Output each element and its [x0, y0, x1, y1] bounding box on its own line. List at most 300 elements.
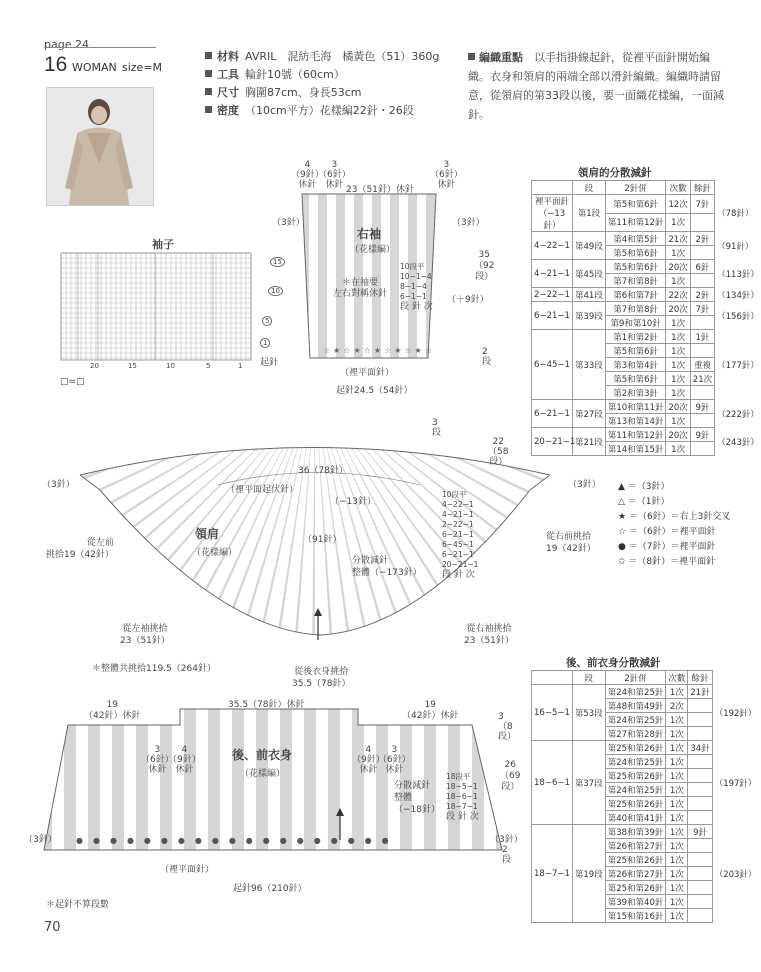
- table-cell: 16−5−1: [532, 685, 573, 741]
- table-cell: 1次: [666, 386, 690, 400]
- yoke-table: [531, 180, 761, 456]
- table-cell: 第11和第12針: [605, 428, 666, 442]
- yoke-dec-list: 10段平 4−22−1 4−21−1 2−22−1 6−21−1 6−45−1 6−21−1 20−21−1 段 針 次: [442, 490, 479, 580]
- table-cell: 第24和第25針: [605, 783, 666, 797]
- table-cell: 第40和第41針: [605, 811, 666, 825]
- sleeve-row-5: 5: [262, 316, 272, 326]
- table-cell: 重複: [690, 358, 714, 372]
- table-cell: 1次: [666, 685, 688, 699]
- table-cell: 1次: [666, 246, 690, 260]
- table-cell: 第1段: [573, 195, 606, 232]
- stripe: [280, 705, 292, 855]
- stripe: [363, 190, 372, 360]
- table-cell: [688, 811, 712, 825]
- table-cell: 18−7−1: [532, 825, 573, 923]
- stripe: [316, 705, 328, 855]
- body-pattern: （花樣編）: [240, 769, 286, 779]
- body-mark-r2: 3 （6針） 休針: [378, 745, 411, 775]
- body-table: [531, 670, 758, 923]
- table-cell: 1次: [666, 853, 688, 867]
- stripe: [376, 705, 388, 855]
- table-cell: [688, 839, 712, 853]
- table-cell: [688, 713, 712, 727]
- table-cell: [688, 769, 712, 783]
- right-sleeve-cast-on: 起針24.5（54針）: [336, 386, 413, 396]
- table-cell: [688, 853, 712, 867]
- yoke-pick-front-right: 從右前挑拾 19（42針）: [546, 532, 596, 554]
- table-cell: 第5和第6針: [605, 344, 666, 358]
- table-cell: 第24和第25針: [605, 685, 666, 699]
- table-cell: 1次: [666, 414, 690, 428]
- table-cell: 第25和第26針: [605, 769, 666, 783]
- body-top-right: 19 （42針）休針: [402, 700, 459, 721]
- sleeve-col-1: 1: [238, 362, 243, 370]
- stripe: [336, 190, 345, 360]
- stripe: [340, 705, 352, 855]
- table-cell: 6針: [690, 260, 714, 274]
- symbol-legend: [618, 480, 730, 570]
- table-cell: [688, 881, 712, 895]
- table-cell: [688, 867, 712, 881]
- body-dec-table: 18段平 18−5−1 18−6−1 18−7−1 段 針 次: [446, 772, 479, 822]
- table-cell: 7針: [690, 302, 714, 316]
- table-row: [532, 195, 761, 214]
- stripe: [244, 705, 256, 855]
- legend-item: ● ＝（7針）＝裡平面針: [618, 542, 716, 552]
- yoke-pick-front-left: 從左前 挑拾19（42針）: [46, 538, 114, 560]
- table-cell: 第27段: [573, 400, 606, 428]
- table-cell: 1次: [666, 811, 688, 825]
- stripe: [100, 705, 112, 855]
- table-cell: （113針）: [717, 269, 759, 280]
- table-cell: 第5和第6針: [605, 260, 666, 274]
- table-header-cell: 段: [573, 181, 606, 195]
- table-cell: 第3和第4針: [605, 358, 666, 372]
- table-cell: 7針: [690, 195, 714, 214]
- table-cell: 第49段: [573, 232, 606, 260]
- table-cell: 4−21−1: [532, 260, 573, 288]
- table-cell: 1次: [666, 727, 688, 741]
- yoke-dist-dec: 分散減針 整體（−173針）: [352, 556, 422, 578]
- table-cell: [688, 755, 712, 769]
- yoke-inner-width: 36（78針）: [298, 466, 348, 476]
- right-sleeve-dec-note: ＊在袖要 左右對稱休針: [333, 278, 388, 299]
- table-row: [532, 302, 761, 316]
- legend-item: ★ ＝（6針）＝右上3針交叉: [618, 512, 731, 522]
- body-cast-on: 起針96（210針）: [233, 884, 307, 894]
- yoke-stripe: [311, 390, 315, 710]
- table-cell: [690, 344, 714, 358]
- table-cell: [688, 783, 712, 797]
- right-sleeve-right-side: （3針）: [452, 218, 485, 228]
- stripe: [124, 705, 136, 855]
- spec-tools: 工具 輪針10號（60cm）: [205, 66, 439, 84]
- table-cell: 1次: [666, 755, 688, 769]
- table-cell: 2針: [690, 232, 714, 246]
- table-cell: [690, 386, 714, 400]
- yoke-minus: （−13針）: [330, 497, 376, 507]
- table-header-cell: 段: [572, 671, 605, 685]
- stripe: [309, 190, 318, 360]
- table-cell: 1次: [666, 358, 690, 372]
- table-cell: 21次: [690, 372, 714, 386]
- table-cell: 第19段: [572, 825, 605, 923]
- table-row: [532, 825, 759, 839]
- table-cell: （177針）: [717, 360, 759, 371]
- table-cell: 第14和第15針: [605, 442, 666, 456]
- legend-item: ▲ ＝（3針）: [618, 482, 670, 492]
- table-row: [532, 685, 759, 699]
- table-cell: 1次: [666, 372, 690, 386]
- stripe: [196, 705, 208, 855]
- table-cell: 第24和第25針: [605, 755, 666, 769]
- table-cell: 1次: [666, 895, 688, 909]
- stripe: [318, 190, 327, 360]
- right-sleeve-title: 右袖: [357, 227, 382, 241]
- right-sleeve-pattern: （花樣編）: [350, 245, 396, 255]
- right-sleeve-bottom-rows: 2 段: [482, 347, 492, 367]
- table-cell: 第24和第25針: [605, 713, 666, 727]
- body-top-center: 35.5（78針）休針: [228, 700, 305, 710]
- table-cell: 21次: [666, 232, 690, 246]
- table-cell: 9針: [690, 400, 714, 414]
- body-height: 26 （69 段）: [500, 760, 521, 792]
- table-header-row: [532, 671, 759, 685]
- sleeve-col-10: 10: [166, 362, 175, 370]
- right-sleeve-top-width: 23（51針）休針: [346, 185, 414, 195]
- pattern-number: 16: [44, 53, 68, 76]
- table-cell: 第25和第26針: [605, 853, 666, 867]
- table-cell: [690, 414, 714, 428]
- stripe: [136, 705, 148, 855]
- stripe: [364, 705, 376, 855]
- stripe: [220, 705, 232, 855]
- table-cell: 第26和第27針: [605, 839, 666, 853]
- table-cell: [690, 246, 714, 260]
- table-cell: 1次: [666, 909, 688, 923]
- page-label: page 24: [44, 38, 89, 51]
- right-sleeve-top-mid: 3 （6針） 休針: [318, 160, 351, 190]
- table-cell: 1次: [666, 797, 688, 811]
- table-cell: 第7和第8針: [605, 302, 666, 316]
- table-cell: 第5和第6針: [605, 246, 666, 260]
- model-figure: [47, 88, 153, 205]
- sleeve-col-5: 5: [206, 362, 211, 370]
- yoke-right-end: （3針）: [568, 480, 601, 490]
- table-cell: [690, 316, 714, 330]
- right-sleeve-dec-table: 10段平 10−1−4 8−1−4 6−1−1 段 針 次: [400, 262, 433, 312]
- stripe: [292, 705, 304, 855]
- table-header-cell: 餘針: [690, 181, 714, 195]
- table-header-cell: [532, 671, 573, 685]
- right-sleeve-star-marks: ☆★☆★☆★☆★☆★☆: [323, 346, 435, 355]
- stripe: [390, 190, 399, 360]
- table-cell: 第48和第49針: [605, 699, 666, 713]
- table-header-cell: 餘針: [688, 671, 712, 685]
- table-cell: 第25和第26針: [605, 881, 666, 895]
- yoke-table-title: 領肩的分散減針: [578, 167, 652, 179]
- table-cell: [688, 727, 712, 741]
- spec-material: 材料 AVRIL 混紡毛海 橘黃色（51）360g: [205, 48, 439, 66]
- stripe: [256, 705, 268, 855]
- table-cell: 第41段: [573, 288, 606, 302]
- table-cell: [690, 442, 714, 456]
- yoke-right-rows: 3 段: [432, 418, 442, 438]
- stripe: [381, 190, 390, 360]
- yoke-pick-sleeve-left: 從左袖挑拾 23（51針）: [120, 624, 170, 646]
- table-cell: 1次: [666, 741, 688, 755]
- table-cell: 1次: [666, 783, 688, 797]
- body-right-end: （3針）: [490, 835, 523, 845]
- table-cell: [688, 895, 712, 909]
- table-cell: 1次: [666, 213, 690, 232]
- sleeve-col-15: 15: [128, 362, 137, 370]
- table-cell: 第15和第16針: [605, 909, 666, 923]
- table-cell: 18−6−1: [532, 741, 573, 825]
- body-table-title: 後、前衣身分散減針: [566, 657, 661, 669]
- table-cell: 20次: [666, 260, 690, 274]
- stripe: [184, 705, 196, 855]
- page-number: 70: [44, 920, 61, 935]
- table-cell: 1次: [666, 316, 690, 330]
- table-cell: 2次: [666, 699, 688, 713]
- table-cell: 第26和第27針: [605, 867, 666, 881]
- table-cell: （78針）: [717, 209, 754, 219]
- body-right-rows-bot: 2 段: [502, 845, 512, 865]
- table-cell: 第13和第14針: [605, 414, 666, 428]
- table-cell: 第38和第39針: [605, 825, 666, 839]
- spec-size: 尺寸 胸圍87cm、身長53cm: [205, 84, 439, 102]
- table-cell: 12次: [666, 195, 690, 214]
- table-cell: 第21段: [573, 428, 606, 456]
- table-row: [532, 330, 761, 344]
- stripe: [352, 705, 364, 855]
- table-cell: （192針）: [714, 708, 757, 719]
- body-top-left: 19 （42針）休針: [84, 700, 141, 721]
- table-cell: 第9和第10針: [605, 316, 666, 330]
- table-cell: （222針）: [717, 409, 759, 420]
- table-cell: 20次: [666, 302, 690, 316]
- table-cell: 6−45−1: [532, 330, 573, 400]
- pattern-size: size=M: [122, 61, 163, 74]
- table-cell: 第7和第8針: [605, 274, 666, 288]
- table-cell: [690, 213, 714, 232]
- yoke-pick-body: 從後衣身挑拾 35.5（78針）: [292, 667, 351, 689]
- stripe: [64, 705, 76, 855]
- yoke-right-depth: 22 （58 段）: [488, 437, 509, 467]
- sleeve-cast-on: 起針: [260, 358, 279, 368]
- specs-list: [205, 48, 439, 120]
- table-cell: 1次: [666, 825, 688, 839]
- table-row: [532, 288, 761, 302]
- right-sleeve-left-side: （3針）: [272, 218, 305, 228]
- table-cell: 9針: [690, 428, 714, 442]
- table-cell: 1次: [666, 274, 690, 288]
- yoke-stripe: [141, 390, 315, 660]
- table-cell: （243針）: [717, 437, 759, 448]
- yoke-top-label: （裡平面起伏針）: [226, 485, 299, 495]
- table-cell: [688, 797, 712, 811]
- body-right-rows-top: 3 （8 段）: [498, 712, 517, 742]
- table-cell: 1次: [666, 442, 690, 456]
- pattern-category: WOMAN: [72, 61, 117, 74]
- stripe: [160, 705, 172, 855]
- table-cell: 第37段: [572, 741, 605, 825]
- yoke-stripe: [8, 390, 315, 484]
- table-cell: 2針: [690, 288, 714, 302]
- body-mark-l2: 4 （9針） 休針: [168, 745, 201, 775]
- table-cell: 第45段: [573, 260, 606, 288]
- body-left-end: （3針）: [24, 835, 57, 845]
- table-cell: 4−22−1: [532, 232, 573, 260]
- legend-item: △ ＝（1針）: [618, 497, 670, 507]
- table-header-cell: [712, 671, 758, 685]
- body-title: 後、前衣身: [232, 748, 293, 762]
- table-cell: [688, 699, 712, 713]
- yoke-stripe: [289, 390, 315, 709]
- sleeve-row-15: 15: [270, 257, 285, 267]
- yoke-stripe: [160, 390, 315, 672]
- stripe: [304, 705, 316, 855]
- table-cell: 第11和第12針: [605, 213, 666, 232]
- knitting-note-text: 以手指掛線起針，從裡平面針開始編織。衣身和領肩的兩端全部以滑針編織。編織時請留意，從領肩的第33段以後，要一面織花樣編，一面減針。: [468, 51, 724, 121]
- body-footnote: ＊起針不算段數: [46, 900, 110, 910]
- table-cell: 1次: [666, 344, 690, 358]
- spec-gauge: 密度 （10cm平方）花樣編22針・26段: [205, 102, 439, 120]
- body-bottom-label: （裡平面針）: [160, 865, 215, 875]
- right-sleeve-plus: （＋9針）: [447, 295, 489, 305]
- table-row: [532, 400, 761, 414]
- body-mark-l1: 3 （6針） 休針: [141, 745, 174, 775]
- table-cell: 第5和第6針: [605, 195, 666, 214]
- sleeve-chart-title: 袖子: [152, 238, 174, 251]
- table-cell: 21針: [688, 685, 712, 699]
- right-sleeve-top-right: 3 （6針） 休針: [430, 160, 463, 190]
- table-cell: （134針）: [717, 290, 759, 301]
- yoke-stripe: [244, 390, 315, 703]
- table-cell: [688, 909, 712, 923]
- table-header-row: [532, 181, 761, 195]
- table-cell: 1次: [666, 330, 690, 344]
- table-cell: 1針: [690, 330, 714, 344]
- table-cell: 1次: [666, 769, 688, 783]
- table-cell: （203針）: [714, 869, 757, 880]
- table-header-cell: 次數: [666, 671, 688, 685]
- table-cell: 20次: [666, 400, 690, 414]
- yoke-pick-sleeve-right: 從右袖挑拾 23（51針）: [464, 624, 514, 646]
- table-cell: 第25和第26針: [605, 797, 666, 811]
- sleeve-row-10: 10: [268, 286, 283, 296]
- table-cell: 34針: [688, 741, 712, 755]
- table-cell: 1次: [666, 839, 688, 853]
- stripe: [88, 705, 100, 855]
- stripe: [148, 705, 160, 855]
- table-row: [532, 260, 761, 274]
- stripe: [327, 190, 336, 360]
- right-sleeve-bottom-label: （裡平面針）: [340, 368, 395, 378]
- stripe: [345, 190, 354, 360]
- yoke-stripe: [2, 390, 315, 462]
- table-cell: 第2和第3針: [605, 386, 666, 400]
- table-cell: 第25和第26針: [605, 741, 666, 755]
- yoke-total: ＊整體共挑拾119.5（264針）: [92, 664, 216, 674]
- stripe: [372, 190, 381, 360]
- stripe: [172, 705, 184, 855]
- table-row: [532, 232, 761, 246]
- table-cell: 20次: [666, 428, 690, 442]
- yoke-inner-stitches: （91針）: [303, 535, 342, 545]
- yoke-left-end: （3針）: [42, 480, 75, 490]
- yoke-pattern: （花樣編）: [192, 548, 238, 558]
- yoke-title: 領肩: [195, 527, 220, 541]
- header-rule: [44, 47, 156, 48]
- table-header-cell: 2針併: [605, 671, 666, 685]
- table-cell: 第33段: [573, 330, 606, 400]
- table-header-cell: 2針併: [605, 181, 666, 195]
- table-cell: [690, 274, 714, 288]
- yoke-stripe: [222, 390, 315, 697]
- stripe: [328, 705, 340, 855]
- table-row: [532, 428, 761, 442]
- table-cell: 第1和第2針: [605, 330, 666, 344]
- table-cell: 裡平面針（−13針）: [532, 195, 573, 232]
- table-cell: 第5和第6針: [605, 372, 666, 386]
- table-row: [532, 741, 759, 755]
- body-table-grid: [531, 670, 758, 923]
- yoke-table-grid: [531, 180, 761, 456]
- legend-item: ☆ ＝（6針）＝裡平面針: [618, 527, 716, 537]
- stripe: [354, 190, 363, 360]
- table-cell: 1次: [666, 881, 688, 895]
- legend-item: ✩ ＝（8針）＝裡平面針: [618, 557, 716, 567]
- table-cell: 第10和第11針: [605, 400, 666, 414]
- table-cell: 第39段: [573, 302, 606, 330]
- table-cell: 6−21−1: [532, 400, 573, 428]
- table-header-cell: [715, 181, 761, 195]
- stripe: [268, 705, 280, 855]
- table-cell: 第27和第28針: [605, 727, 666, 741]
- right-sleeve-height: 35 （92 段）: [474, 250, 495, 282]
- body-mark-r1: 4 （9針） 休針: [352, 745, 385, 775]
- stripe: [112, 705, 124, 855]
- right-sleeve-top-left: 4 （9針） 休針: [291, 160, 324, 190]
- yoke-stripe: [315, 390, 338, 709]
- yoke-stripe: [315, 390, 360, 707]
- table-header-cell: 次數: [666, 181, 690, 195]
- table-cell: （156針）: [717, 311, 759, 322]
- yoke-stripe: [73, 390, 315, 602]
- table-cell: 1次: [666, 713, 688, 727]
- stripe: [232, 705, 244, 855]
- table-cell: 第53段: [572, 685, 605, 741]
- stripe: [76, 705, 88, 855]
- body-dist-dec: 分散減針 整體 （−18針）: [394, 781, 440, 815]
- knitting-note: [468, 48, 730, 124]
- table-cell: 第39和第40針: [605, 895, 666, 909]
- knitting-note-title: 編織重點: [479, 51, 523, 64]
- table-cell: 22次: [666, 288, 690, 302]
- table-cell: 6−21−1: [532, 302, 573, 330]
- sleeve-col-20: 20: [90, 362, 99, 370]
- stripe: [208, 705, 220, 855]
- table-cell: 20−21−1: [532, 428, 573, 456]
- stripe: [435, 190, 444, 360]
- body-dot-marks: ●●●●●●●●●●●●●●●●●●●: [76, 836, 399, 845]
- model-photo: [46, 87, 154, 206]
- yoke-stripe: [266, 390, 315, 707]
- table-cell: （197針）: [714, 778, 757, 789]
- table-cell: 1次: [666, 867, 688, 881]
